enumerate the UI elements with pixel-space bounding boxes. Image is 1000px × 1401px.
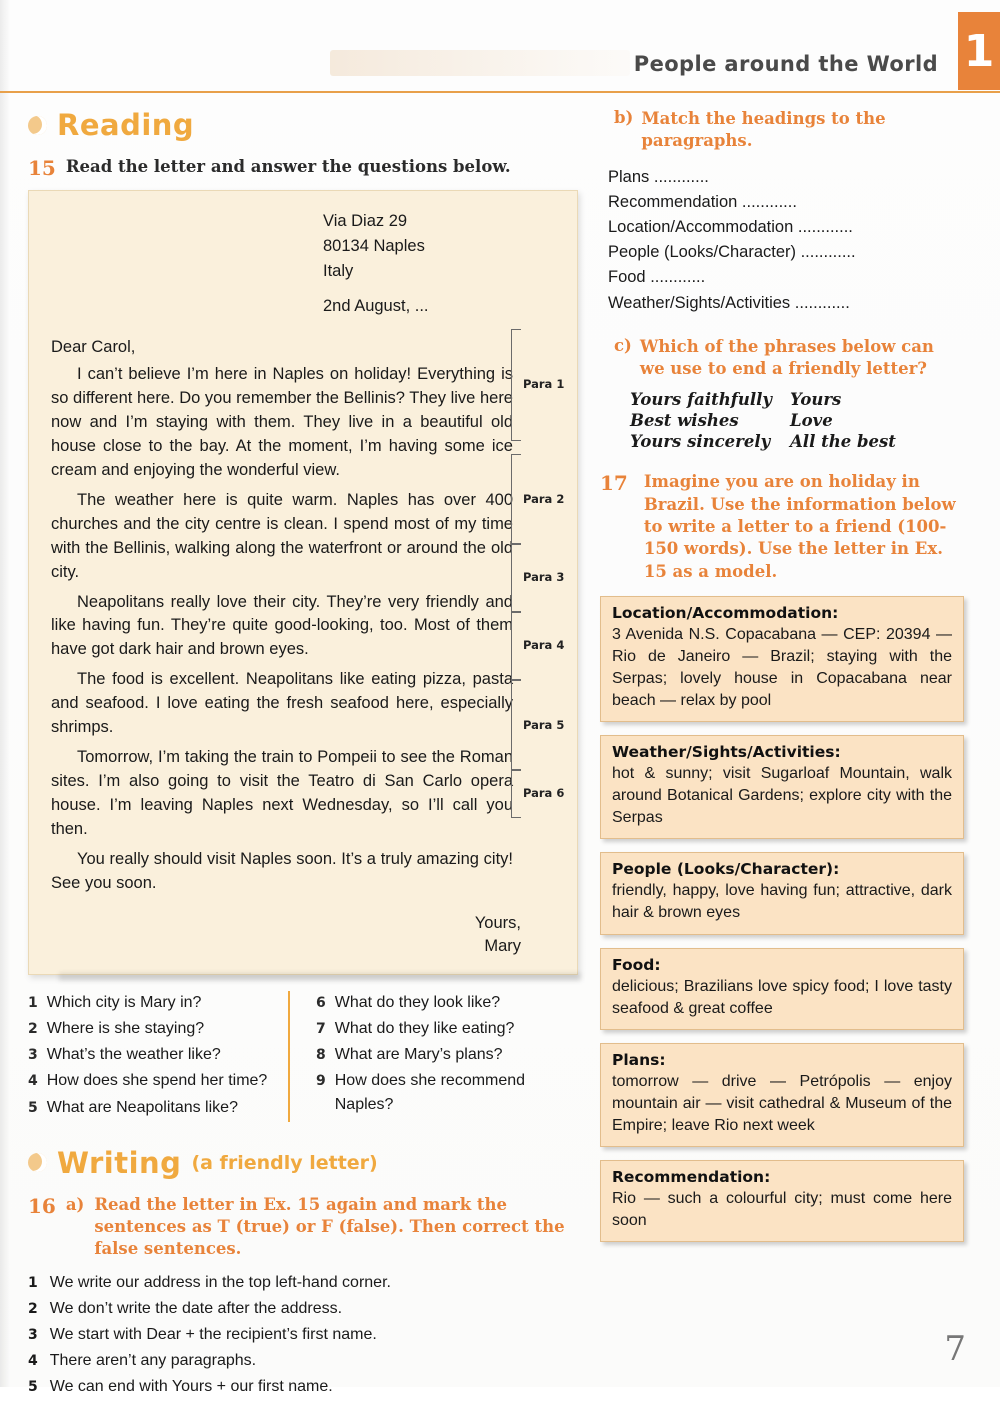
question-number: 4 [28, 1073, 38, 1090]
moon-bullet-icon [28, 1153, 47, 1172]
info-box-food [600, 948, 964, 1030]
phrase-option: Love [790, 411, 833, 431]
info-box-text: friendly, happy, love having fun; attractive, dark hair & brown eyes [612, 882, 952, 922]
phrase-option: All the best [790, 432, 896, 452]
para-label-6: Para 6 [523, 786, 565, 800]
exercise-16b-title: Match the headings to the paragraphs. [641, 109, 886, 151]
heading-option: Plans ............ [608, 167, 709, 186]
exercise-16c-header [614, 336, 960, 381]
info-box-title: Food: [612, 955, 661, 974]
exercise-16a-title: Read the letter in Ex. 15 again and mark the sentences as T (true) or F (false). Then correct the false sentences. [94, 1194, 565, 1259]
page-edge-shadow [0, 0, 10, 1387]
list-item [316, 1017, 576, 1040]
question-number: 1 [28, 994, 38, 1011]
letter-address-line-1: Via Diaz 29 [323, 212, 408, 230]
list-item [28, 1017, 288, 1040]
item-number: 5 [28, 1378, 38, 1395]
info-box-weather [600, 735, 964, 839]
info-box-text: Rio — such a colourful city; must come here soon [612, 1189, 952, 1229]
heading-option: Recommendation ............ [608, 192, 797, 211]
letter-card-shadow [59, 973, 581, 981]
question-text: What do they look like? [334, 993, 501, 1011]
exercise-16b-letter: b) [614, 108, 634, 127]
info-box-people [600, 852, 964, 934]
para-label-2: Para 2 [523, 492, 565, 506]
heading-option: Food ............ [608, 268, 706, 287]
info-box-title: Weather/Sights/Activities: [612, 743, 841, 762]
exercise-15-header [28, 156, 576, 180]
question-list-left [28, 991, 288, 1122]
letter-paragraph-6: You really should visit Naples soon. It’s a truly amazing city! See you soon. [51, 849, 513, 892]
exercise-16-number: 16 [28, 1193, 56, 1218]
left-column [28, 108, 576, 1401]
letter-paragraph-5: Tomorrow, I’m taking the train to Pompeii to see the Roman sites. I’m also going to visit the Teatro di San Carlo opera house. I’m leaving Naples next Wednesday, so I’ll call you then. [51, 748, 513, 838]
headings-match-list [608, 165, 960, 316]
letter-paragraph-2: The weather here is quite warm. Naples has over 400 churches and the city centre is clean. I spend most of my time with the Bellinis, walking along the waterfront or around the old city. [51, 490, 513, 581]
writing-section-heading [28, 1146, 576, 1180]
info-box-title: Recommendation: [612, 1167, 771, 1186]
letter-salutation: Dear Carol, [51, 338, 136, 357]
list-item [28, 1271, 576, 1295]
item-text: There aren’t any paragraphs. [49, 1351, 257, 1369]
question-text: What are Neapolitans like? [46, 1098, 238, 1116]
header-rule [0, 91, 1000, 93]
question-text: What do they like eating? [334, 1019, 515, 1037]
item-number: 1 [28, 1274, 38, 1291]
exercise-17-header [600, 471, 960, 582]
right-column [600, 108, 960, 1242]
exercise-16b-header [614, 108, 960, 153]
closing-phrases-list [630, 390, 960, 451]
item-number: 2 [28, 1300, 38, 1317]
phrase-option: Yours sincerely [630, 432, 771, 452]
letter-paragraph-3: Neapolitans really love their city. They’re very friendly and like having fun. They’re quite good-looking, too. Most of them have got dark hair and brown eyes. [51, 592, 513, 659]
info-box-title: Plans: [612, 1050, 666, 1069]
moon-bullet-icon [28, 116, 47, 135]
question-number: 7 [316, 1020, 326, 1037]
info-box-text: hot & sunny; visit Sugarloaf Mountain, walk around Botanical Gardens; explore city with the Serpas [612, 765, 952, 827]
exercise-16-header [28, 1194, 576, 1261]
question-text: Where is she staying? [46, 1019, 205, 1037]
letter-date: 2nd August, ... [323, 297, 429, 316]
phrase-option: Best wishes [630, 411, 739, 431]
question-number: 2 [28, 1020, 38, 1037]
header-decoration [330, 50, 630, 76]
letter-address-line-3: Italy [323, 261, 354, 280]
question-text: Which city is Mary in? [46, 993, 202, 1011]
list-item [28, 1297, 576, 1321]
info-box-location [600, 596, 964, 722]
question-text: How does she spend her time? [46, 1072, 268, 1090]
true-false-list [28, 1271, 576, 1399]
exercise-17-number: 17 [600, 471, 628, 496]
question-number: 5 [28, 1099, 38, 1116]
list-item [316, 1043, 576, 1066]
para-label-1: Para 1 [523, 377, 565, 391]
info-box-text: delicious; Brazilians love spicy food; I love tasty seafood & great coffee [612, 977, 952, 1017]
para-label-4: Para 4 [523, 638, 565, 652]
writing-heading-sublabel: (a friendly letter) [191, 1151, 378, 1174]
reading-heading-label: Reading [57, 108, 195, 142]
item-number: 3 [28, 1326, 38, 1343]
heading-option: Location/Accommodation ............ [608, 218, 853, 236]
writing-heading-label: Writing [57, 1145, 182, 1180]
question-number: 6 [316, 994, 326, 1011]
heading-option: Weather/Sights/Activities ............ [608, 293, 850, 312]
page-number: 7 [944, 1329, 966, 1369]
list-item [316, 991, 576, 1014]
question-text: What are Mary’s plans? [334, 1046, 503, 1064]
question-text: What’s the weather like? [46, 1046, 221, 1064]
heading-option: People (Looks/Character) ............ [608, 243, 856, 262]
unit-number-tab: 1 [958, 12, 1000, 90]
exercise-16a-letter: a) [65, 1194, 85, 1214]
list-item [28, 991, 288, 1014]
list-item [28, 1349, 576, 1373]
paragraph-labels [511, 191, 571, 974]
exercise-15-number: 15 [28, 156, 56, 180]
phrase-option: Yours [790, 390, 842, 410]
exercise-16c-letter: c) [614, 335, 632, 355]
item-number: 4 [28, 1352, 38, 1369]
item-text: We write our address in the top left-hand corner. [49, 1273, 391, 1291]
exercise-17-title: Imagine you are on holiday in Brazil. Use the information below to write a letter to a friend (100-150 words). Use the letter in Ex. 15 as a model. [643, 472, 956, 581]
page-header [0, 0, 1000, 92]
item-text: We start with Dear + the recipient’s first name. [49, 1325, 377, 1343]
letter-address-line-2: 80134 Naples [323, 236, 425, 255]
letter-card [28, 190, 578, 975]
question-number: 3 [28, 1047, 38, 1064]
exercise-15-title: Read the letter and answer the questions below. [65, 157, 511, 176]
list-item [28, 1323, 576, 1347]
question-text: How does she recommend Naples? [334, 1072, 526, 1113]
list-item [316, 1069, 576, 1115]
info-box-text: 3 Avenida N.S. Copacabana — CEP: 20394 — Rio de Janeiro — Brazil; staying with the Serpas; lovely house in Copacabana near beach — relax by pool [612, 625, 952, 710]
header-title: People around the World [633, 52, 938, 76]
question-number: 9 [316, 1073, 326, 1090]
question-lists [28, 991, 576, 1122]
list-item [28, 1069, 288, 1092]
reading-section-heading [28, 108, 576, 142]
info-box-title: People (Looks/Character): [612, 860, 840, 879]
info-box-text: tomorrow — drive — Petrópolis — enjoy mountain air — visit cathedral & Museum of the Empire; leave Rio next week [612, 1072, 952, 1134]
question-number: 8 [316, 1047, 326, 1064]
phrase-option: Yours faithfully [630, 390, 772, 410]
list-item [28, 1043, 288, 1066]
info-box-plans [600, 1043, 964, 1147]
letter-closing: Yours, [474, 913, 521, 932]
letter-signature: Mary [484, 936, 521, 955]
item-text: We don’t write the date after the address. [49, 1299, 343, 1317]
item-text: We can end with Yours + our first name. [49, 1377, 333, 1395]
letter-paragraph-4: The food is excellent. Neapolitans like eating pizza, pasta and seafood. I love eating the fresh seafood here, especially shrimps. [51, 670, 513, 737]
info-box-recommendation [600, 1160, 964, 1242]
list-item [28, 1096, 288, 1119]
para-label-5: Para 5 [523, 718, 565, 732]
letter-paragraph-1: I can’t believe I’m here in Naples on holiday! Everything is so different here. Do you remember the Bellinis? They live here now and I’m staying with them. They live in a beautiful old house close to the bay. At the moment, I’m having some ice cream and enjoying the wonderful view. [51, 365, 513, 479]
para-label-3: Para 3 [523, 570, 565, 584]
info-box-title: Location/Accommodation: [612, 603, 839, 622]
question-list-right [288, 991, 576, 1122]
exercise-16c-title: Which of the phrases below can we use to end a friendly letter? [639, 336, 934, 379]
